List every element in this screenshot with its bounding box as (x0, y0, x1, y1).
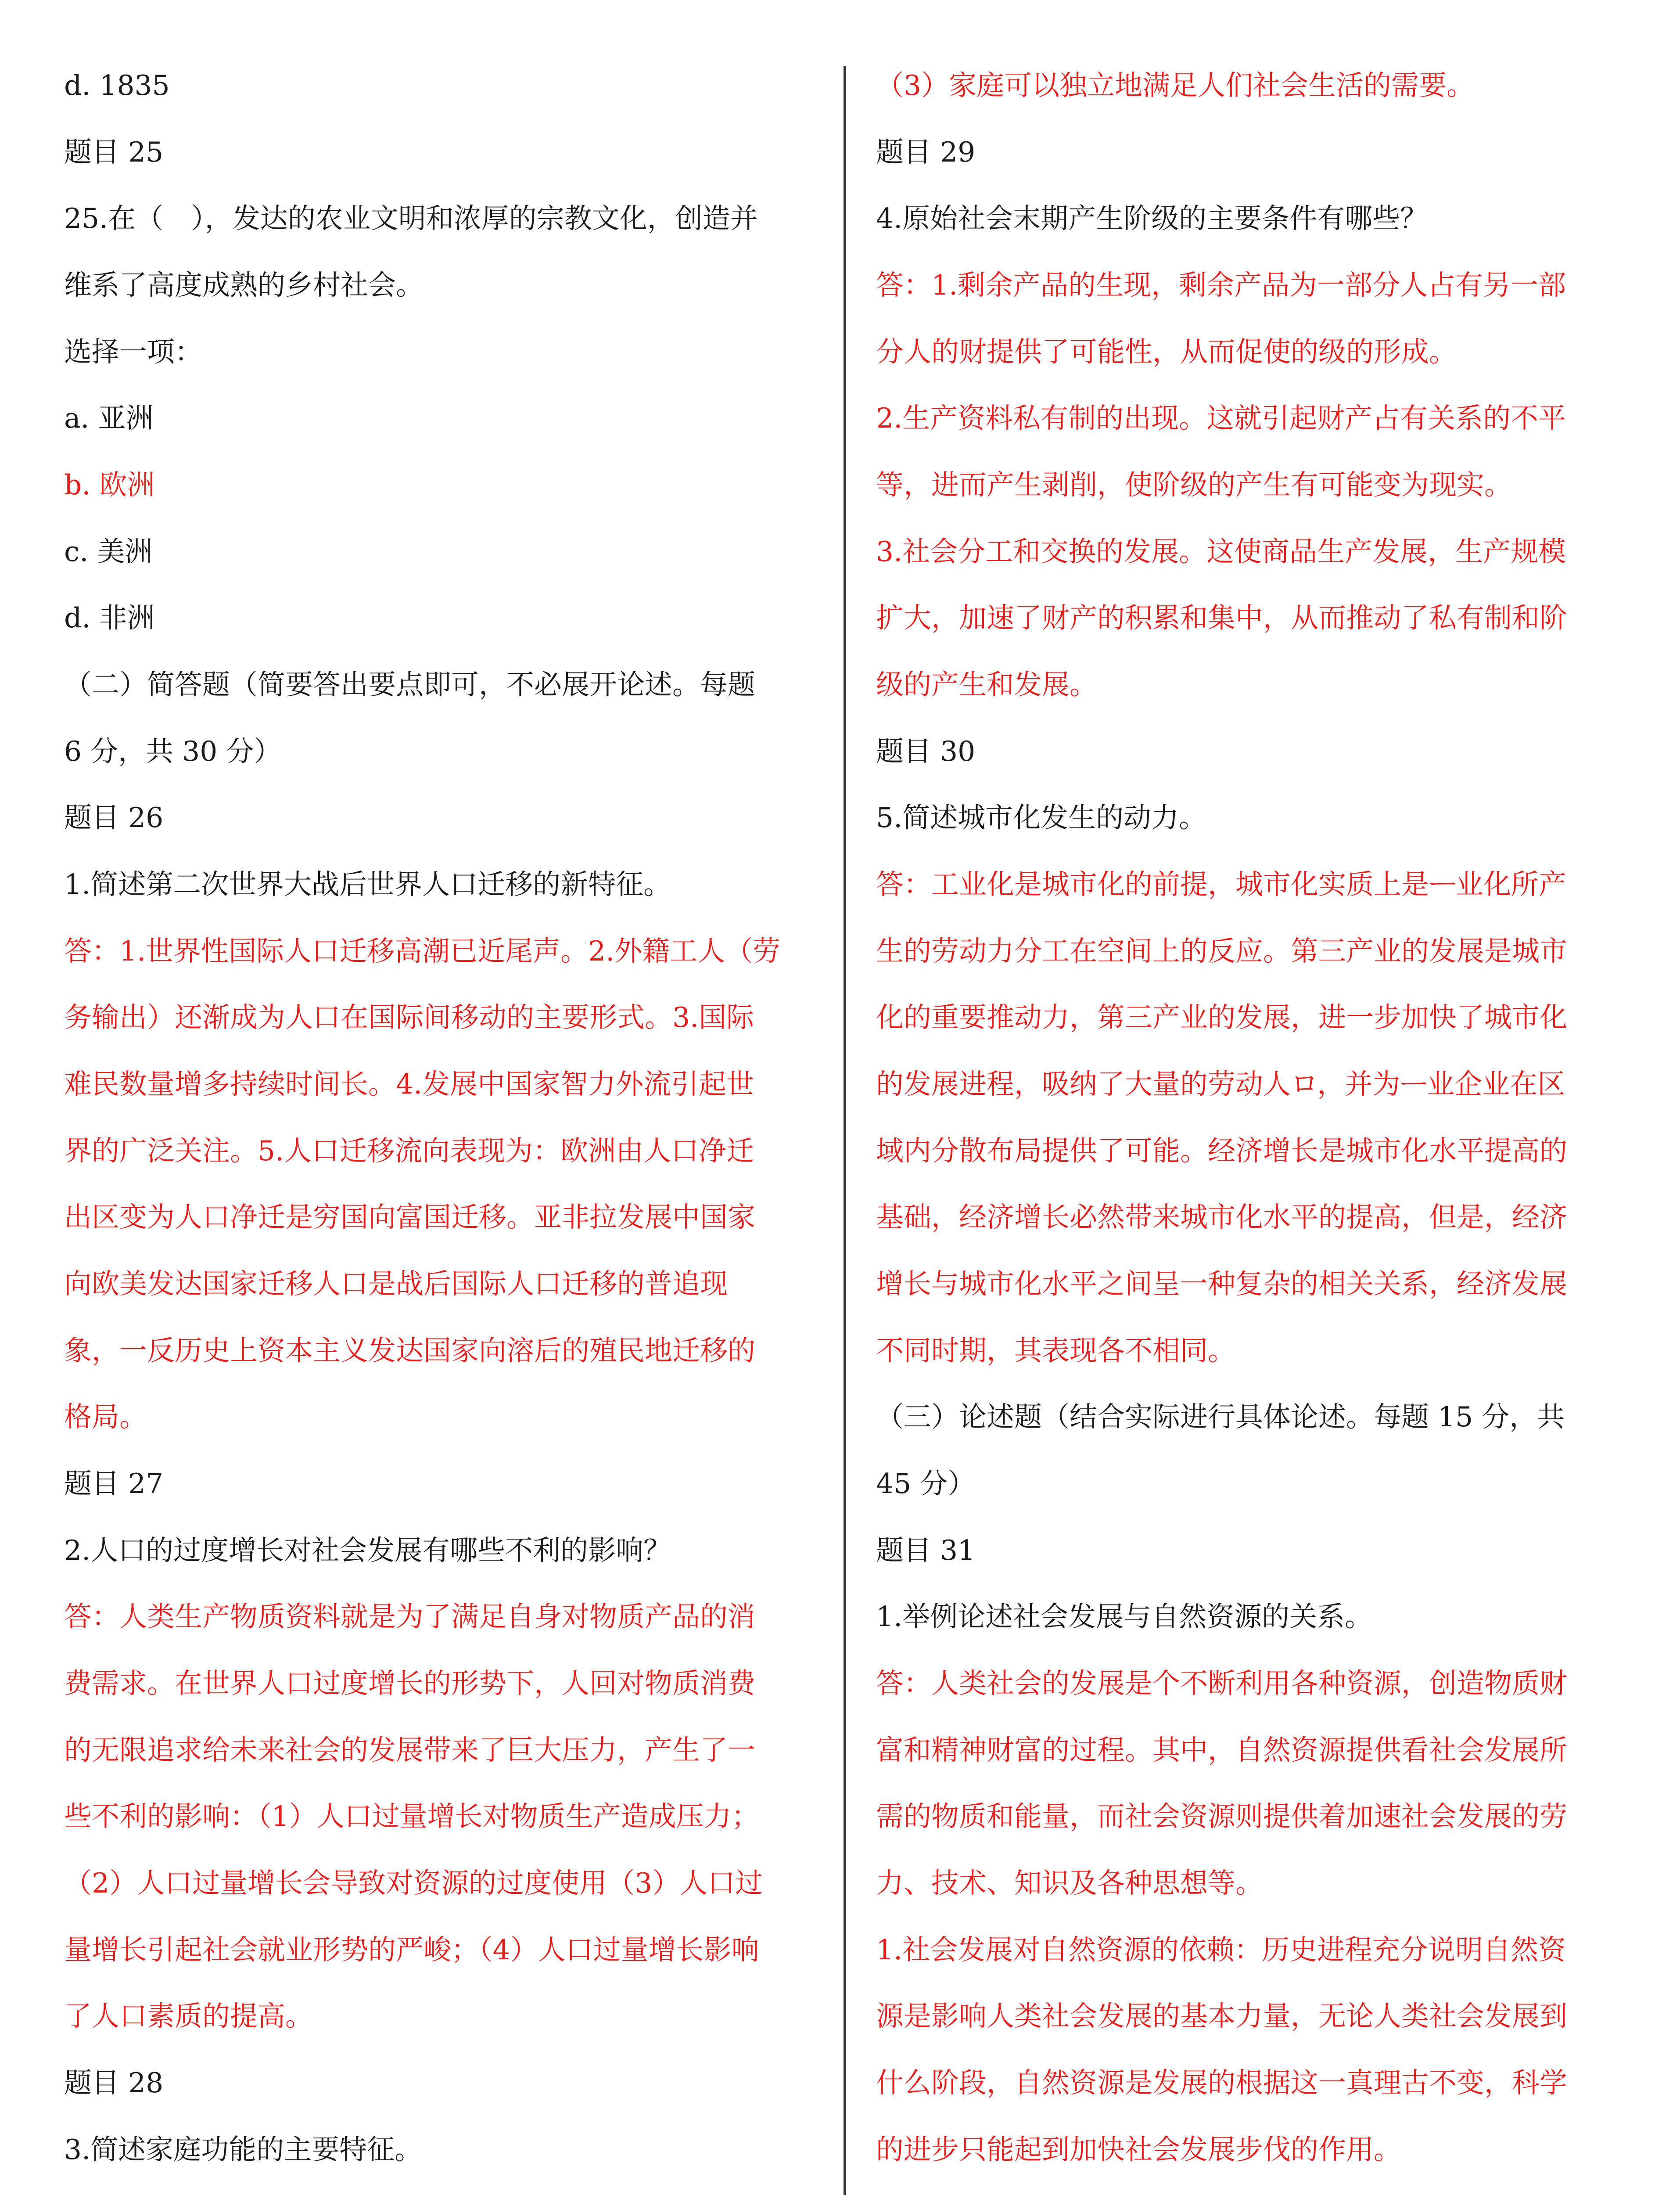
answer-line: 了人口素质的提高。 (64, 2000, 313, 2033)
answer-line: 费需求。在世界人口过度增长的形势下，人回对物质消费 (64, 1667, 755, 1699)
text-line: 题目 29 (876, 136, 976, 168)
text-line: 1.简述第二次世界大战后世界人口迁移的新特征。 (64, 868, 671, 900)
answer-line: 些不利的影响：（1）人口过量增长对物质生产造成压力； (64, 1800, 759, 1833)
text-line: 题目 26 (64, 802, 164, 834)
answer-line: 增长与城市化水平之间呈一种复杂的相关关系，经济发展 (876, 1268, 1567, 1300)
answer-line: 的进步只能起到加快社会发展步伐的作用。 (876, 2133, 1401, 2166)
text-line: 题目 31 (876, 1534, 976, 1566)
answer-line: 量增长引起社会就业形势的严峻；（4）人口过量增长影响 (64, 1933, 759, 1966)
text-line: 3.简述家庭功能的主要特征。 (64, 2133, 423, 2166)
answer-line: 答：人类生产物质资料就是为了满足自身对物质产品的消 (64, 1601, 755, 1633)
answer-line: 化的重要推动力，第三产业的发展，进一步加快了城市化 (876, 1001, 1567, 1034)
answer-line: （2）人口过量增长会导致对资源的过度使用（3）人口过 (64, 1867, 763, 1899)
answer-line: 答：工业化是城市化的前提，城市化实质上是ᅳ业化所产 (876, 868, 1566, 900)
text-line: 题目 25 (64, 136, 164, 168)
answer-line: 答：1.剩余产品的生现，剩余产品为一部分人占有另一部 (876, 269, 1566, 301)
text-line: 25.在（ ），发达的农业文明和浓厚的宗教文化，创造并 (64, 202, 758, 235)
answer-line: 答：人类社会的发展是个不断利用各种资源，创造物质财 (876, 1667, 1567, 1699)
answer-line: 分人的财提供了可能性，从而促使的级的形成。 (876, 335, 1457, 368)
text-line: （二）简答题（简要答出要点即可，不必展开论述。每题 (64, 669, 755, 701)
answer-line: 1.社会发展对自然资源的依赖：历史进程充分说明自然资 (876, 1933, 1566, 1966)
answer-line: 向欧美发达国家迁移人口是战后国际人口迁移的普追现 (64, 1268, 728, 1300)
answer-line: 2.生产资料私有制的出现。这就引起财产占有关系的不平 (876, 402, 1566, 435)
answer-line: 源是影响人类社会发展的基本力量，无论人类社会发展到 (876, 2000, 1567, 2033)
answer-line: 级的产生和发展。 (876, 669, 1097, 701)
column-divider (844, 66, 846, 2195)
text-line: 45 分） (876, 1468, 976, 1500)
text-line: 4.原始社会末期产生阶级的主要条件有哪些？ (876, 202, 1428, 235)
answer-line: 象，一反历史上资本主义发达国家向溶后的殖民地迁移的 (64, 1334, 755, 1367)
answer-line: 界的广泛关注。5.人口迁移流向表现为：欧洲由人口净迁 (64, 1134, 754, 1167)
answer-line: 格局。 (64, 1401, 147, 1433)
answer-line: 出区变为人口净迁是穷国向富国迁移。亚非拉发展中国家 (64, 1201, 755, 1234)
answer-line: 基础，经济增长必然带来城市化水平的提高，但是，经济 (876, 1201, 1567, 1234)
answer-line: （3）家庭可以独立地满足人们社会生活的需要。 (876, 69, 1475, 101)
answer-line: 域内分散布局提供了可能。经济增长是城市化水平提高的 (876, 1134, 1567, 1167)
text-line: 题目 27 (64, 1468, 164, 1500)
text-line: 题目 28 (64, 2067, 164, 2099)
text-line: 5.简述城市化发生的动力。 (876, 802, 1207, 834)
answer-line: 务输出）还渐成为人口在国际间移动的主要形式。3.国际 (64, 1001, 754, 1034)
text-line: d. 非洲 (64, 602, 155, 634)
text-line: 维系了高度成熟的乡村社会。 (64, 269, 424, 301)
answer-line: 不同时期，其表现各不相同。 (876, 1334, 1235, 1367)
text-line: d. 1835 (64, 69, 170, 101)
text-line: （三）论述题（结合实际进行具体论述。每题 15 分，共 (876, 1401, 1565, 1433)
answer-line: 等，进而产生剥削，使阶级的产生有可能变为现实。 (876, 469, 1512, 501)
text-line: 选择一项： (64, 335, 202, 368)
answer-line: 扩大，加速了财产的积累和集中，从而推动了私有制和阶 (876, 602, 1567, 634)
answer-line: b. 欧洲 (64, 469, 155, 501)
text-line: 1.举例论述社会发展与自然资源的关系。 (876, 1601, 1373, 1633)
text-line: 6 分，共 30 分） (64, 735, 282, 767)
answer-line: 需的物质和能量，而社会资源则提供着加速社会发展的劳 (876, 1800, 1567, 1833)
answer-line: 什么阶段，自然资源是发展的根据这一真理古不变，科学 (876, 2067, 1567, 2099)
answer-line: 力、技术、知识及各种思想等。 (876, 1867, 1263, 1899)
text-line: a. 亚洲 (64, 402, 154, 435)
answer-line: 3.社会分工和交换的发展。这使商品生产发展，生产规模 (876, 535, 1566, 568)
answer-line: 富和精神财富的过程。其中，自然资源提供看社会发展所 (876, 1734, 1567, 1766)
text-line: c. 美洲 (64, 535, 153, 568)
text-line: 题目 30 (876, 735, 976, 767)
answer-line: 答：1.世界性国际人口迁移高潮已近尾声。2.外籍工人（劳 (64, 935, 781, 967)
answer-line: 生的劳动力分工在空间上的反应。第三产业的发展是城市 (876, 935, 1567, 967)
answer-line: 难民数量增多持续时间长。4.发展中国家智力外流引起世 (64, 1068, 754, 1100)
answer-line: 的发展进程，吸纳了大量的劳动人ロ，并为ᅳ业企业在区 (876, 1068, 1565, 1100)
text-line: 2.人口的过度增长对社会发展有哪些不利的影响？ (64, 1534, 671, 1566)
answer-line: 的无限追求给未来社会的发展带来了巨大压力，产生了一 (64, 1734, 755, 1766)
